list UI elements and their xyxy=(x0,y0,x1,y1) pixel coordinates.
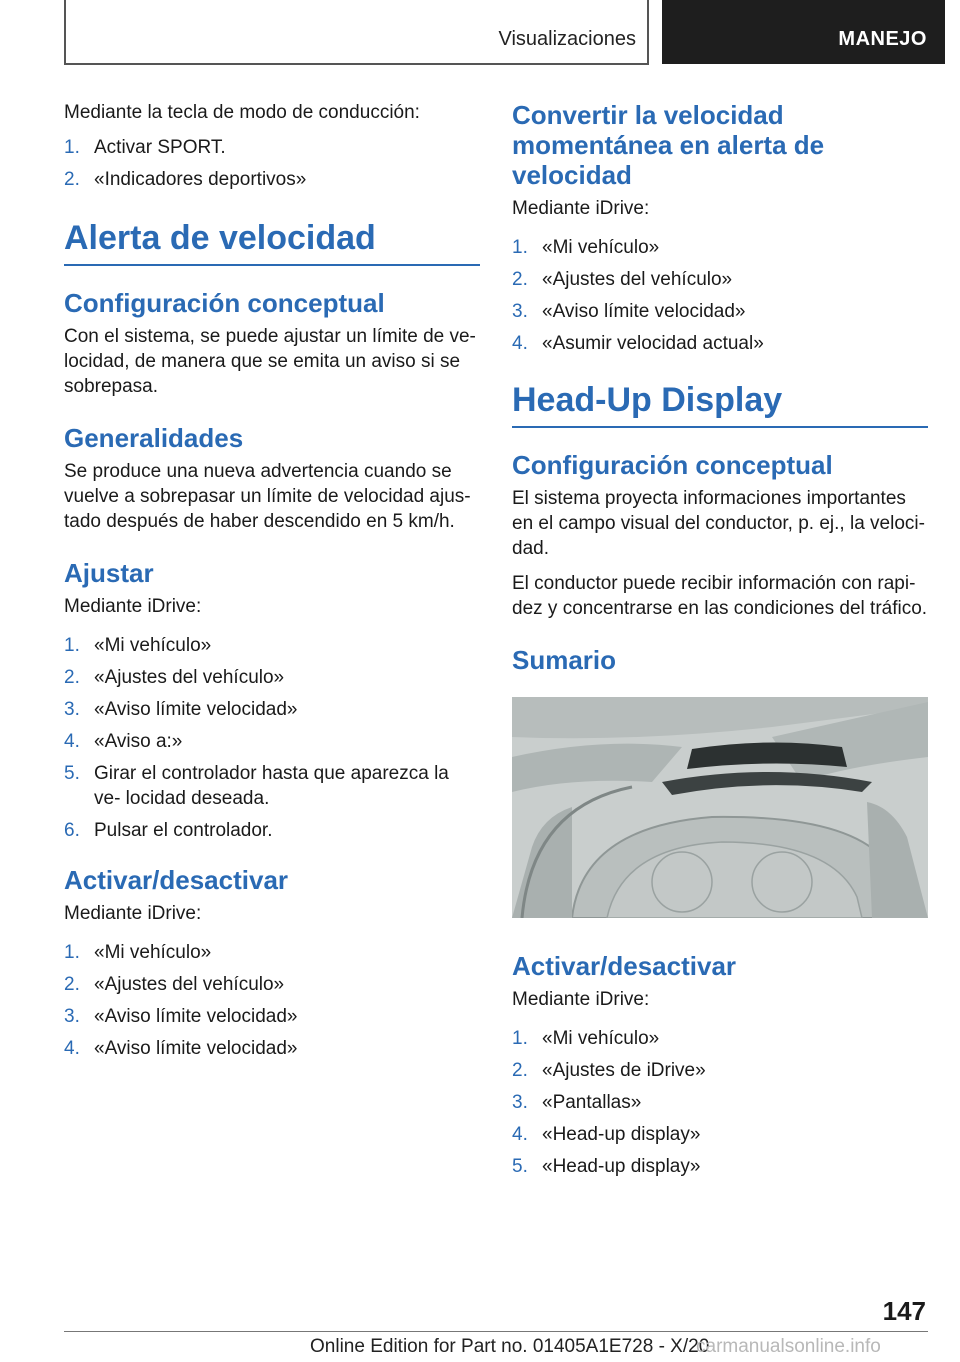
concept-text-1: El sistema proyecta informaciones importantes en el campo visual del conductor, p. ej., la veloci- dad. xyxy=(512,488,925,559)
concept-text: Con el sistema, se puede ajustar un límite de ve- locidad, de manera que se emita un aviso si se sobrepasa. xyxy=(64,326,476,397)
heading-concept: Configuración conceptual xyxy=(64,288,385,318)
section-rule xyxy=(64,264,480,266)
list-item: 4. «Asumir velocidad actual» xyxy=(512,333,764,354)
list-item: 5. «Head-up display» xyxy=(512,1156,701,1177)
concept-text-2: El conductor puede recibir información con rapi- dez y concentrarse en las condiciones del tráfico. xyxy=(512,573,928,619)
header-chapter-label: MANEJO xyxy=(838,28,927,50)
list-item: 4. «Head-up display» xyxy=(512,1124,701,1145)
heading-toggle: Activar/desactivar xyxy=(512,951,737,981)
heading-convert-speed: Convertir la velocidad momentánea en alerta de velocidad xyxy=(512,100,825,190)
convert-steps xyxy=(512,235,928,356)
hud-dashboard-illustration xyxy=(512,697,928,918)
toggle-intro: Mediante iDrive: xyxy=(512,989,650,1010)
list-item: 3. «Aviso límite velocidad» xyxy=(64,1006,298,1027)
list-item: 5. Girar el controlador hasta que aparezca la ve- locidad deseada. xyxy=(64,763,449,809)
list-item: 1. Activar SPORT. xyxy=(64,137,226,158)
list-item: 1. «Mi vehículo» xyxy=(512,237,660,258)
list-item: 2. «Ajustes del vehículo» xyxy=(512,269,733,290)
list-item: 3. «Aviso límite velocidad» xyxy=(64,699,298,720)
heading-concept: Configuración conceptual xyxy=(512,450,833,480)
list-item: 2. «Ajustes de iDrive» xyxy=(512,1060,706,1081)
header-frame-left xyxy=(64,0,66,65)
right-column xyxy=(512,100,928,1201)
adjust-steps xyxy=(64,633,480,843)
header-section-title: Visualizaciones xyxy=(498,28,636,50)
header-chapter-tab[interactable] xyxy=(662,0,945,64)
list-item: 3. «Pantallas» xyxy=(512,1092,642,1113)
list-item: 1. «Mi vehículo» xyxy=(512,1028,660,1049)
intro-text: Mediante la tecla de modo de conducción: xyxy=(64,102,420,123)
list-item: 2. «Ajustes del vehículo» xyxy=(64,667,285,688)
list-item: 3. «Aviso límite velocidad» xyxy=(512,301,746,322)
convert-intro: Mediante iDrive: xyxy=(512,198,650,219)
section-title-hud: Head-Up Display xyxy=(512,381,783,419)
footer-rule xyxy=(64,1331,928,1332)
list-item: 2. «Ajustes del vehículo» xyxy=(64,974,285,995)
toggle-steps xyxy=(64,940,480,1061)
watermark: carmanualsonline.info xyxy=(696,1336,881,1357)
section-rule xyxy=(512,426,928,428)
list-item: 2. «Indicadores deportivos» xyxy=(64,169,307,190)
adjust-intro: Mediante iDrive: xyxy=(64,596,202,617)
list-item: 1. «Mi vehículo» xyxy=(64,635,212,656)
header-frame-bottom xyxy=(64,63,649,65)
page-number: 147 xyxy=(882,1296,926,1326)
toggle-intro: Mediante iDrive: xyxy=(64,903,202,924)
section-title-speed-alert: Alerta de velocidad xyxy=(64,219,376,257)
heading-general: Generalidades xyxy=(64,423,244,453)
heading-summary: Sumario xyxy=(512,645,617,675)
list-item: 4. «Aviso límite velocidad» xyxy=(64,1038,298,1059)
heading-adjust: Ajustar xyxy=(64,558,154,588)
list-item: 6. Pulsar el controlador. xyxy=(64,820,273,841)
list-item: 1. «Mi vehículo» xyxy=(64,942,212,963)
intro-steps xyxy=(64,135,480,192)
left-column xyxy=(64,100,480,1083)
heading-toggle: Activar/desactivar xyxy=(64,865,289,895)
header-frame-right xyxy=(647,0,649,65)
general-text: Se produce una nueva advertencia cuando se vuelve a sobrepasar un límite de velocidad ajus- tado después de haber descendido en 5 km/h. xyxy=(64,461,471,532)
list-item: 4. «Aviso a:» xyxy=(64,731,183,752)
footer-edition: Online Edition for Part no. 01405A1E728 - X/20 xyxy=(310,1336,710,1357)
toggle-steps xyxy=(512,1026,928,1179)
